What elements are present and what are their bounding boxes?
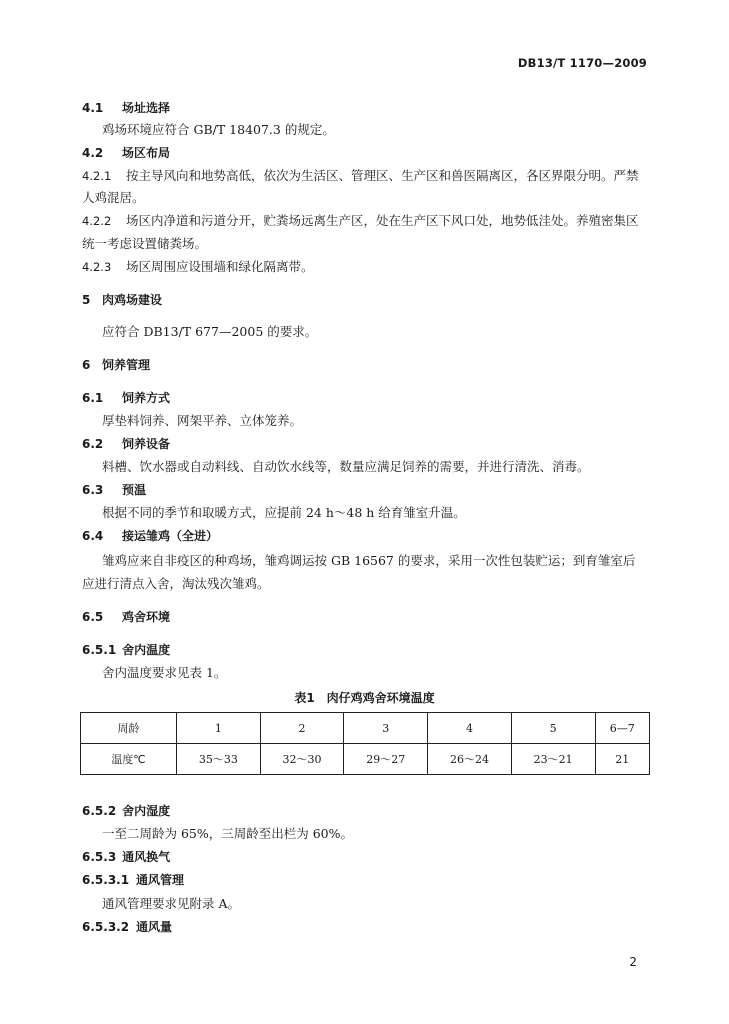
section-6-5-1-body: 舍内温度要求见表 1。 (102, 665, 227, 680)
section-6-5-1-heading (82, 642, 170, 658)
section-number: 4.2 (82, 146, 104, 160)
section-4-2-heading (82, 145, 170, 161)
clause-text: 场区周围应设围墙和绿化隔离带。 (126, 259, 314, 274)
table-cell-week: 3 (344, 713, 428, 744)
section-number: 6 (82, 358, 91, 372)
section-title: 饲养设备 (122, 437, 171, 451)
section-6-4-body-line1: 雏鸡应来自非疫区的种鸡场，雏鸡调运按 GB 16567 的要求，采用一次性包装贮运；到育雏室后 (102, 553, 636, 568)
table-1-title: 表1 肉仔鸡鸡舍环境温度 (294, 691, 435, 705)
clause-number: 4.2.3 (82, 260, 112, 274)
clause-4-2-3-line1 (82, 259, 314, 275)
section-title: 预温 (122, 483, 147, 497)
section-number: 6.5.3.1 (82, 873, 130, 887)
section-title: 通风管理 (136, 873, 185, 887)
section-title: 舍内温度 (122, 643, 171, 657)
section-6-5-3-heading (82, 849, 170, 865)
temperature-table (80, 712, 650, 775)
section-number: 6.1 (82, 391, 104, 405)
section-4-1-body: 鸡场环境应符合 GB/T 18407.3 的规定。 (102, 122, 335, 137)
section-6-1-body: 厚垫料饲养、网架平养、立体笼养。 (102, 413, 303, 428)
section-number: 6.2 (82, 437, 104, 451)
section-5-heading (82, 292, 162, 308)
section-6-3-body: 根据不同的季节和取暖方式，应提前 24 h～48 h 给育雏室升温。 (102, 505, 466, 520)
section-6-4-heading (82, 528, 218, 544)
table-cell-temp: 35～33 (177, 744, 261, 775)
section-title: 饲养管理 (102, 358, 151, 372)
clause-4-2-1-line1 (82, 168, 639, 184)
table-cell-temp: 29～27 (344, 744, 428, 775)
section-6-5-2-heading (82, 803, 170, 819)
clause-number: 4.2.2 (82, 214, 112, 228)
section-number: 6.5.2 (82, 804, 117, 818)
section-6-4-body-line2: 应进行清点入舍，淘汰残次雏鸡。 (82, 576, 270, 591)
section-number: 4.1 (82, 101, 104, 115)
table-row (81, 744, 650, 775)
section-6-heading (82, 357, 150, 373)
section-6-5-3-2-heading (82, 919, 172, 935)
table-cell-temp: 26～24 (428, 744, 512, 775)
section-number: 6.5.1 (82, 643, 117, 657)
table-cell-week: 1 (177, 713, 261, 744)
table-row (81, 713, 650, 744)
section-6-5-3-1-heading (82, 872, 184, 888)
section-6-5-2-body: 一至二周龄为 65%，三周龄至出栏为 60%。 (102, 826, 354, 841)
section-title: 鸡舍环境 (122, 610, 171, 624)
section-6-2-heading (82, 436, 170, 452)
section-6-1-heading (82, 390, 170, 406)
section-number: 6.5.3.2 (82, 920, 130, 934)
table-cell-temp: 23～21 (511, 744, 595, 775)
clause-text: 场区内净道和污道分开，贮粪场远离生产区，处在生产区下风口处，地势低洼处。养殖密集区 (126, 213, 639, 228)
clause-number: 4.2.1 (82, 169, 112, 183)
table-cell-week: 5 (511, 713, 595, 744)
table-row-label: 周龄 (81, 713, 177, 744)
clause-4-2-2-line2: 统一考虑设置储粪场。 (82, 236, 208, 251)
section-title: 舍内湿度 (122, 804, 171, 818)
section-6-3-heading (82, 482, 146, 498)
clause-text: 按主导风向和地势高低，依次为生活区、管理区、生产区和兽医隔离区，各区界限分明。严禁 (126, 168, 639, 183)
table-cell-week: 2 (260, 713, 344, 744)
section-title: 场区布局 (122, 146, 171, 160)
table-row-label: 温度℃ (81, 744, 177, 775)
section-title: 通风换气 (122, 850, 171, 864)
section-number: 6.3 (82, 483, 104, 497)
section-number: 6.5.3 (82, 850, 117, 864)
section-6-5-3-1-body: 通风管理要求见附录 A。 (102, 896, 241, 911)
section-number: 6.5 (82, 610, 104, 624)
table-cell-week: 4 (428, 713, 512, 744)
section-title: 饲养方式 (122, 391, 171, 405)
document-code: DB13/T 1170—2009 (517, 56, 647, 70)
section-number: 6.4 (82, 529, 104, 543)
section-4-1-heading (82, 100, 170, 116)
section-6-2-body: 料槽、饮水器或自动料线、自动饮水线等，数量应满足饲养的需要，并进行清洗、消毒。 (102, 459, 590, 474)
table-cell-temp: 32～30 (260, 744, 344, 775)
section-title: 场址选择 (122, 101, 171, 115)
clause-4-2-1-line2: 人鸡混居。 (82, 190, 145, 205)
clause-4-2-2-line1 (82, 213, 639, 229)
page-number: 2 (629, 955, 637, 969)
section-title: 通风量 (136, 920, 173, 934)
section-6-5-heading (82, 609, 170, 625)
table-cell-week: 6—7 (595, 713, 649, 744)
section-title: 肉鸡场建设 (102, 293, 163, 307)
section-title: 接运雏鸡（全进） (122, 529, 219, 543)
table-cell-temp: 21 (595, 744, 649, 775)
section-number: 5 (82, 293, 91, 307)
section-5-body: 应符合 DB13/T 677—2005 的要求。 (102, 324, 318, 339)
